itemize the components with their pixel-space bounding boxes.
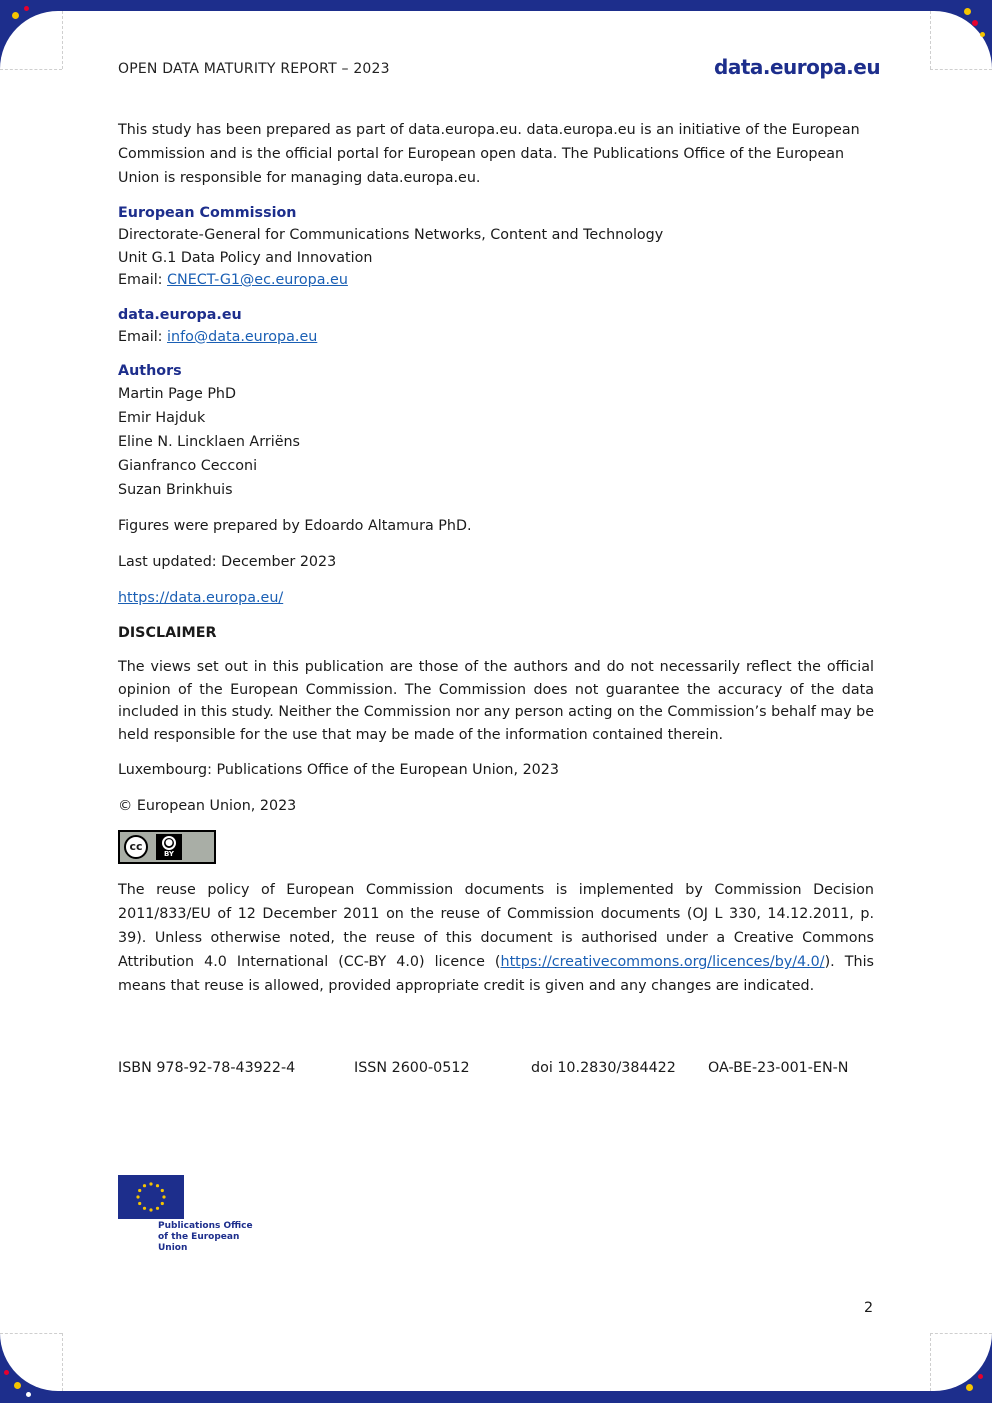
publications-office-logo [118,1175,268,1253]
disclaimer-text: The views set out in this publication are those of the authors and do not necessarily reflect the official opinion of the European Commission. The Commission does not guarantee the accuracy of the data included in this study. Neither the Commission nor any person acting on the Commission’s behalf may be held responsible for the use that may be made of the information contained therein. [118,659,874,743]
confetti-dot [966,1384,973,1391]
last-updated: Last updated: December 2023 [118,554,337,570]
email-label: Email: [118,272,168,288]
colophon-content [118,118,874,998]
portal-heading: data.europa.eu [118,306,242,323]
commission-heading: European Commission [118,205,297,221]
attribution-label: BY [163,850,175,858]
attribution-person-icon: ● [162,836,176,850]
crop-guide [930,11,931,69]
publication-identifiers [118,1060,849,1076]
cc-license-link[interactable]: https://creativecommons.org/licences/by/4.0/ [500,954,825,970]
confetti-dot [964,8,971,15]
confetti-dot [26,1392,31,1397]
confetti-dot [978,1374,983,1379]
email-label: Email: [118,328,168,345]
crop-guide [930,1333,931,1391]
data-europa-eu-logo [714,55,880,79]
page-number: 2 [864,1300,874,1316]
commission-email-line [118,269,874,292]
portal-email-link[interactable]: info@data.europa.eu [167,328,318,345]
author-name: Suzan Brinkhuis [118,482,233,498]
publications-office-text [158,1221,268,1254]
crop-guide [930,69,992,70]
crop-guide [0,1333,62,1334]
figures-credit: Figures were prepared by Edoardo Altamura PhD. [118,518,472,534]
brand-logo-text: data.europa.eu [714,55,881,79]
portal-email-line [118,326,874,349]
author-name: Gianfranco Cecconi [118,458,258,474]
commission-unit: Unit G.1 Data Policy and Innovation [118,249,373,266]
confetti-dot [12,12,19,19]
bottom-decorative-band [0,1391,992,1403]
intro-paragraph: This study has been prepared as part of data.europa.eu. data.europa.eu is an initiative of the European Commission and is the official portal for European open data. The Publications Office of the European Union is responsible for managing data.europa.eu. [118,122,860,186]
report-title: OPEN DATA MATURITY REPORT – 2023 [118,61,390,77]
confetti-dot [972,20,978,26]
crop-guide [62,11,63,69]
commission-directorate: Directorate-General for Communications Networks, Content and Technology [118,227,664,243]
reuse-policy-paragraph [118,878,874,998]
po-line-1: Publications Office [158,1221,253,1231]
confetti-dot [4,1370,9,1375]
publisher-line: Luxembourg: Publications Office of the European Union, 2023 [118,762,559,778]
author-name: Eline N. Lincklaen Arriëns [118,434,300,450]
top-decorative-band [0,0,992,11]
confetti-dot [24,6,29,11]
attribution-block [156,834,182,860]
crop-guide [0,69,62,70]
eu-stars-icon [118,1175,184,1219]
cc-by-license-badge[interactable] [118,830,216,864]
author-name: Emir Hajduk [118,410,206,426]
author-name: Martin Page PhD [118,386,237,402]
confetti-dot [14,1382,21,1389]
commission-email-link[interactable]: CNECT-G1@ec.europa.eu [167,272,348,288]
confetti-dot [980,32,985,37]
reuse-text-after: ). This means that reuse is allowed, provided appropriate credit is given and any changes are indicated. [118,954,874,994]
doi: doi 10.2830/384422 [531,1060,676,1076]
authors-heading: Authors [118,363,182,379]
site-url-line [118,586,874,610]
reuse-text-before: The reuse policy of European Commission documents is implemented by Commission Decision 2011/833/EU of 12 December 2011 on the reuse of Commission documents (OJ L 330, 14.12.2011, p. 39). Unless otherwise noted, the reuse of this document is authorised under a Creative Commons Attribution 4.0 International (CC-BY 4.0) licence ( [118,882,874,970]
site-url-link[interactable]: https://data.europa.eu/ [118,590,284,606]
issn: ISSN 2600-0512 [354,1060,470,1076]
isbn: ISBN 978-92-78-43922-4 [118,1060,296,1076]
cc-icon-text: cc [129,840,143,853]
creative-commons-icon [124,835,148,859]
disclaimer-title: DISCLAIMER [118,625,217,641]
catalogue-number: OA-BE-23-001-EN-N [708,1060,849,1076]
crop-guide [930,1333,992,1334]
copyright-line: © European Union, 2023 [118,798,297,814]
crop-guide [62,1333,63,1391]
eu-flag-icon [118,1175,184,1219]
po-line-2: of the European Union [158,1232,240,1253]
